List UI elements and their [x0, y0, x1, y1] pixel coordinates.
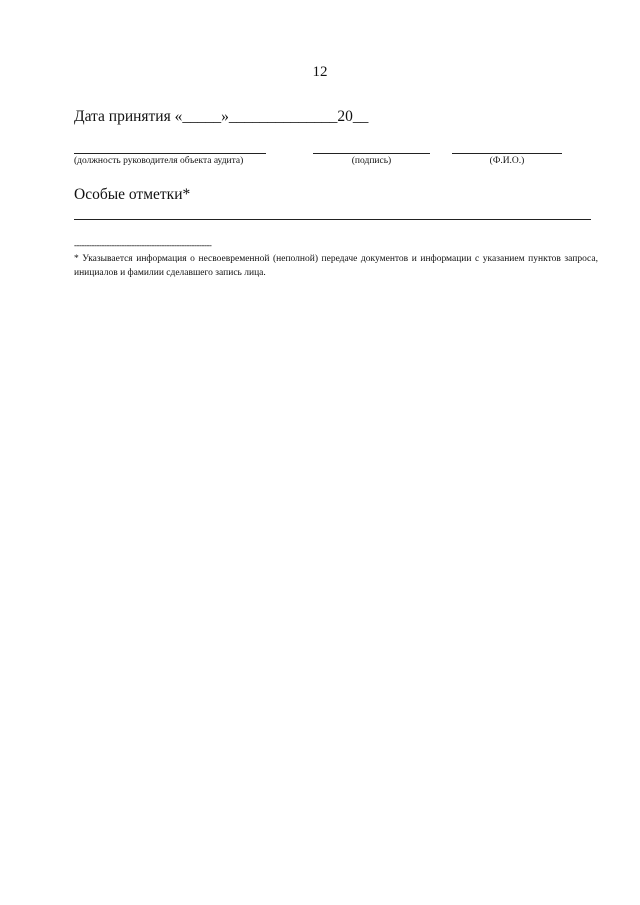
- date-acceptance-line: Дата принятия «_____»______________20__: [74, 108, 369, 125]
- signature-block: [313, 142, 430, 166]
- signature-row: [0, 142, 640, 172]
- position-caption: (должность руководителя объекта аудита): [74, 156, 244, 166]
- signature-line: [313, 153, 430, 154]
- fio-line: [452, 153, 562, 154]
- position-line: [74, 153, 266, 154]
- special-notes-line: [74, 219, 591, 220]
- page-number: 12: [312, 64, 328, 80]
- fio-block: [452, 142, 562, 166]
- footnote-text: * Указывается информация о несвоевременной (неполной) передаче документов и информации с указанием пунктов запроса, инициалов и фамилии сделавшего запись лица.: [74, 254, 598, 278]
- position-block: [74, 142, 266, 166]
- signature-caption: (подпись): [351, 156, 392, 166]
- footnote-separator: -------------------------------------------------------: [74, 240, 212, 250]
- fio-caption: (Ф.И.О.): [489, 156, 525, 166]
- special-notes-title: Особые отметки*: [74, 186, 191, 203]
